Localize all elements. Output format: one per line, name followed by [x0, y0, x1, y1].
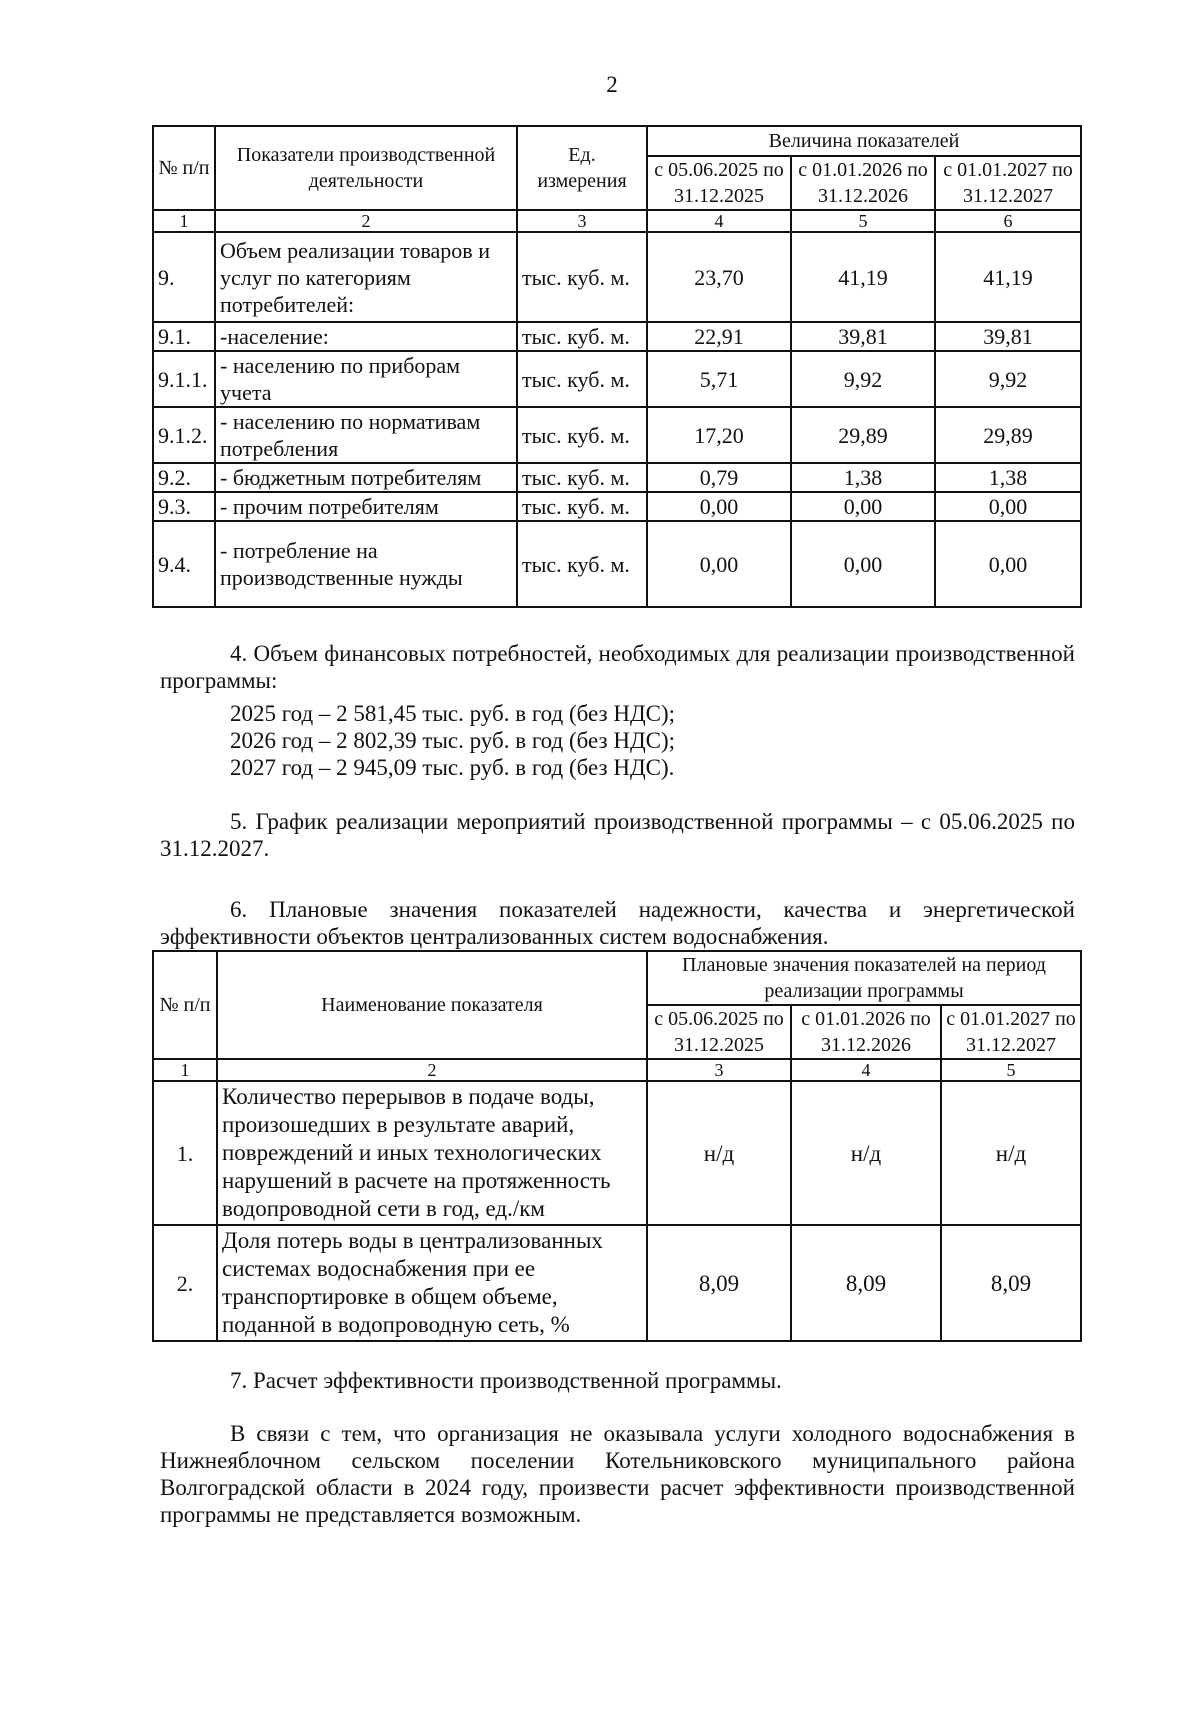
row-value-2: н/д [791, 1081, 941, 1225]
section-7-heading: 7. Расчет эффективности производственной программы. [230, 1368, 782, 1393]
column-index: 1 [153, 210, 215, 232]
row-value-3: 39,81 [935, 322, 1081, 351]
row-unit: тыс. куб. м. [517, 407, 647, 463]
row-name: Количество перерывов в подаче воды, произошедших в результате аварий, повреждений и иных технологических нарушений в расчете на протяженность водопроводной сети в год, ед./км [217, 1081, 647, 1225]
header-values-group: Величина показателей [647, 126, 1081, 156]
row-value-1: 8,09 [647, 1225, 791, 1341]
row-name: - потребление на производственные нужды [215, 521, 517, 607]
row-name: - прочим потребителям [215, 492, 517, 521]
row-num: 9.1.2. [153, 407, 215, 463]
row-value-2: 1,38 [791, 463, 935, 492]
row-num: 9.4. [153, 521, 215, 607]
section-7-text: В связи с тем, что организация не оказывала услуги холодного водоснабжения в Нижнеяблочном сельском поселении Котельниковского муниципального района Волгоградской области в 2024 году, произвести расчет эффективности производственной программы не представляется возможным. [160, 1421, 1075, 1527]
column-index: 1 [153, 1059, 217, 1081]
row-num: 9.1.1. [153, 351, 215, 407]
row-unit: тыс. куб. м. [517, 492, 647, 521]
row-value-2: 8,09 [791, 1225, 941, 1341]
column-index: 5 [941, 1059, 1081, 1081]
row-unit: тыс. куб. м. [517, 463, 647, 492]
row-value-1: 0,00 [647, 492, 791, 521]
table-row [153, 232, 1081, 322]
section-5-text: 5. График реализации мероприятий производственной программы – с 05.06.2025 по 31.12.2027. [160, 809, 1075, 861]
header-values-group: Плановые значения показателей на период реализации программы [647, 951, 1081, 1005]
row-value-3: 8,09 [941, 1225, 1081, 1341]
row-value-2: 41,19 [791, 232, 935, 322]
header-period-3: с 01.01.2027 по 31.12.2027 [935, 156, 1081, 210]
row-value-3: н/д [941, 1081, 1081, 1225]
column-index: 2 [217, 1059, 647, 1081]
header-period-2: с 01.01.2026 по 31.12.2026 [791, 1005, 941, 1059]
financial-need-2025: 2025 год – 2 581,45 тыс. руб. в год (без НДС); [230, 701, 676, 726]
row-value-3: 41,19 [935, 232, 1081, 322]
section-4-heading: 4. Объем финансовых потребностей, необходимых для реализации производственной программы: [160, 641, 1075, 693]
row-name: -население: [215, 322, 517, 351]
production-indicators-table [152, 125, 1082, 608]
column-index: 6 [935, 210, 1081, 232]
row-value-1: н/д [647, 1081, 791, 1225]
header-num: № п/п [153, 951, 217, 1059]
row-num: 9. [153, 232, 215, 322]
row-value-3: 0,00 [935, 492, 1081, 521]
row-num: 9.2. [153, 463, 215, 492]
row-num: 1. [153, 1081, 217, 1225]
row-value-3: 9,92 [935, 351, 1081, 407]
row-value-1: 22,91 [647, 322, 791, 351]
table-row [153, 407, 1081, 463]
row-value-3: 29,89 [935, 407, 1081, 463]
header-period-1: с 05.06.2025 по 31.12.2025 [647, 156, 791, 210]
row-value-2: 9,92 [791, 351, 935, 407]
table-row [153, 1225, 1081, 1341]
row-value-1: 0,00 [647, 521, 791, 607]
reliability-indicators-table [152, 950, 1082, 1342]
header-name: Наименование показателя [217, 951, 647, 1059]
header-unit: Ед. измерения [517, 126, 647, 210]
financial-need-2026: 2026 год – 2 802,39 тыс. руб. в год (без НДС); [230, 728, 676, 753]
row-num: 9.3. [153, 492, 215, 521]
header-period-1: с 05.06.2025 по 31.12.2025 [647, 1005, 791, 1059]
table-row [153, 322, 1081, 351]
row-name: Объем реализации товаров и услуг по категориям потребителей: [215, 232, 517, 322]
row-unit: тыс. куб. м. [517, 351, 647, 407]
column-index: 5 [791, 210, 935, 232]
row-value-2: 0,00 [791, 492, 935, 521]
column-index: 4 [791, 1059, 941, 1081]
row-name: - населению по приборам учета [215, 351, 517, 407]
row-unit: тыс. куб. м. [517, 322, 647, 351]
row-value-1: 5,71 [647, 351, 791, 407]
row-num: 2. [153, 1225, 217, 1341]
header-period-2: с 01.01.2026 по 31.12.2026 [791, 156, 935, 210]
row-unit: тыс. куб. м. [517, 521, 647, 607]
header-period-3: с 01.01.2027 по 31.12.2027 [941, 1005, 1081, 1059]
row-name: - населению по нормативам потребления [215, 407, 517, 463]
column-index: 3 [517, 210, 647, 232]
table-row [153, 463, 1081, 492]
row-value-2: 29,89 [791, 407, 935, 463]
table-row [153, 351, 1081, 407]
row-unit: тыс. куб. м. [517, 232, 647, 322]
row-name: Доля потерь воды в централизованных системах водоснабжения при ее транспортировке в общем объеме, поданной в водопроводную сеть, % [217, 1225, 647, 1341]
row-value-2: 39,81 [791, 322, 935, 351]
row-value-3: 1,38 [935, 463, 1081, 492]
header-indicator: Показатели производственной деятельности [215, 126, 517, 210]
row-value-1: 17,20 [647, 407, 791, 463]
section-6-heading: 6. Плановые значения показателей надежности, качества и энергетической эффективности объектов централизованных систем водоснабжения. [160, 897, 1075, 949]
column-index: 2 [215, 210, 517, 232]
table-row [153, 492, 1081, 521]
financial-need-2027: 2027 год – 2 945,09 тыс. руб. в год (без НДС). [230, 755, 675, 780]
page-number: 2 [606, 72, 618, 97]
row-value-2: 0,00 [791, 521, 935, 607]
row-name: - бюджетным потребителям [215, 463, 517, 492]
row-value-1: 0,79 [647, 463, 791, 492]
row-num: 9.1. [153, 322, 215, 351]
row-value-3: 0,00 [935, 521, 1081, 607]
table-row [153, 1081, 1081, 1225]
header-num: № п/п [153, 126, 215, 210]
column-index: 3 [647, 1059, 791, 1081]
table-row [153, 521, 1081, 607]
row-value-1: 23,70 [647, 232, 791, 322]
column-index: 4 [647, 210, 791, 232]
